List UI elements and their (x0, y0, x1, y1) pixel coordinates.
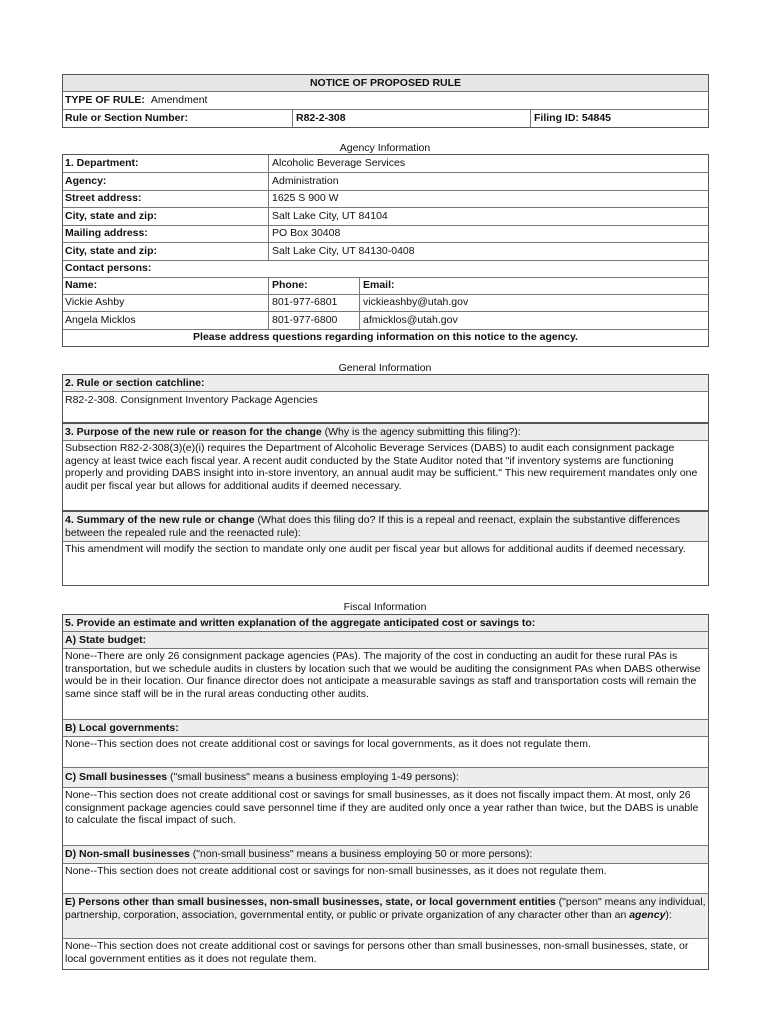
mailing-address-label: Mailing address: (65, 227, 148, 239)
rule-number-label: Rule or Section Number: (65, 112, 189, 124)
fiscal-section-title: Fiscal Information (343, 601, 427, 613)
purpose-label-rest: (Why is the agency submitting this filing?): (321, 426, 521, 438)
col-phone-header: Phone: (272, 279, 308, 291)
catchline-label: 2. Rule or section catchline: (65, 377, 205, 389)
contact-email: afmicklos@utah.gov (363, 314, 458, 326)
agency-note: Please address questions regarding information on this notice to the agency. (193, 331, 578, 343)
type-of-rule-label: TYPE OF RULE: (65, 94, 145, 106)
general-section-title: General Information (338, 362, 432, 374)
local-gov-label: B) Local governments: (65, 722, 179, 734)
rule-number-value: R82-2-308 (296, 112, 346, 124)
mailing-address-value: PO Box 30408 (272, 227, 341, 239)
fiscal-intro: 5. Provide an estimate and written explanation of the aggregate anticipated cost or savings to: (65, 617, 536, 629)
small-business-text: None--This section does not create additional cost or savings for small businesses, as it does not fiscally impact them. At most, only 26 consignment package agencies could save personnel time if they are audited only once a year rather than twice, but the DABS is unable to calculate the fiscal impact of such. (65, 789, 699, 826)
agency-label: Agency: (65, 175, 107, 187)
nonsmall-business-text: None--This section does not create additional cost or savings for non-small businesses, as it does not regulate them. (65, 865, 607, 877)
contact-email: vickieashby@utah.gov (363, 296, 469, 308)
local-gov-text: None--This section does not create additional cost or savings for local governments, as it does not regulate them. (65, 738, 591, 750)
purpose-label-bold: 3. Purpose of the new rule or reason for the change (65, 426, 322, 438)
other-persons-label-end: ): (665, 908, 672, 921)
col-email-header: Email: (363, 279, 395, 291)
city-state-zip-label: City, state and zip: (65, 210, 157, 222)
small-business-label-rest: ("small business" means a business employing 1-49 persons): (167, 771, 459, 783)
filing-id: Filing ID: 54845 (534, 112, 612, 124)
nonsmall-business-label (62, 846, 709, 863)
summary-text: This amendment will modify the section to mandate only one audit per fiscal year but allows for additional audits if deemed necessary. (65, 543, 686, 555)
notice-title: NOTICE OF PROPOSED RULE (309, 77, 462, 89)
other-persons-label-bold: E) Persons other than small businesses, non-small businesses, state, or local government entities (65, 896, 556, 908)
street-address-value: 1625 S 900 W (272, 192, 339, 204)
other-persons-label-rest: ("person" means any individual, partnership, corporation, association, governmental entity, or public or private organization of any character other than an (65, 896, 706, 921)
summary-label (62, 512, 709, 541)
state-budget-label: A) State budget: (65, 634, 147, 646)
department-value: Alcoholic Beverage Services (272, 157, 406, 169)
mailing-city-label: City, state and zip: (65, 245, 157, 257)
small-business-label (62, 768, 709, 787)
state-budget-text: None--There are only 26 consignment package agencies (PAs). The majority of the cost in conducting an audit for these rural PAs is transportation, but we schedule audits in clusters by location such that we would be auditing the consignment PAs when DABS otherwise would be in their location. Our finance director does not anticipate a measurable savings as staff and transportation costs will remain the same since staff will be in the rural areas conducting other audits. (65, 650, 701, 700)
other-persons-label (62, 894, 709, 923)
contact-phone: 801-977-6800 (272, 314, 338, 326)
contact-name: Vickie Ashby (65, 296, 125, 308)
col-name-header: Name: (65, 279, 98, 291)
department-label: 1. Department: (65, 157, 139, 169)
contact-persons-label: Contact persons: (65, 262, 152, 274)
catchline-value: R82-2-308. Consignment Inventory Package Agencies (65, 394, 318, 406)
city-state-zip-value: Salt Lake City, UT 84104 (272, 210, 388, 222)
agency-section-title: Agency Information (339, 142, 431, 154)
nonsmall-business-label-bold: D) Non-small businesses (65, 848, 190, 860)
summary-label-bold: 4. Summary of the new rule or change (65, 514, 255, 526)
small-business-label-bold: C) Small businesses (65, 771, 168, 783)
other-persons-label-agency: agency (629, 908, 666, 921)
mailing-city-value: Salt Lake City, UT 84130-0408 (272, 245, 415, 257)
type-of-rule (62, 92, 462, 109)
contact-phone: 801-977-6801 (272, 296, 338, 308)
type-of-rule-value: Amendment (150, 94, 208, 106)
summary-label-rest: (What does this filing do? If this is a repeal and reenact, explain the substantive differences between the repealed rule and the reenacted rule): (65, 514, 680, 539)
agency-value: Administration (272, 175, 339, 187)
contact-name: Angela Micklos (65, 314, 136, 326)
nonsmall-business-label-rest: ("non-small business" means a business employing 50 or more persons): (189, 848, 533, 860)
purpose-label (62, 424, 709, 440)
purpose-text: Subsection R82-2-308(3)(e)(i) requires the Department of Alcoholic Beverage Services (DABS) to audit each consignment package agency at least twice each fiscal year. A recent audit conducted by the State Auditor noted that "if inventory systems are functioning properly and providing DABS insight into in-store inventory, an annual audit may be sufficient." This new requirement mandates only one audit per fiscal year but allows for additional audits if deemed necessary. (65, 442, 698, 492)
other-persons-text: None--This section does not create additional cost or savings for persons other than small businesses, non-small businesses, state, or local government entities as it does not regulate them. (65, 940, 689, 965)
street-address-label: Street address: (65, 192, 142, 204)
